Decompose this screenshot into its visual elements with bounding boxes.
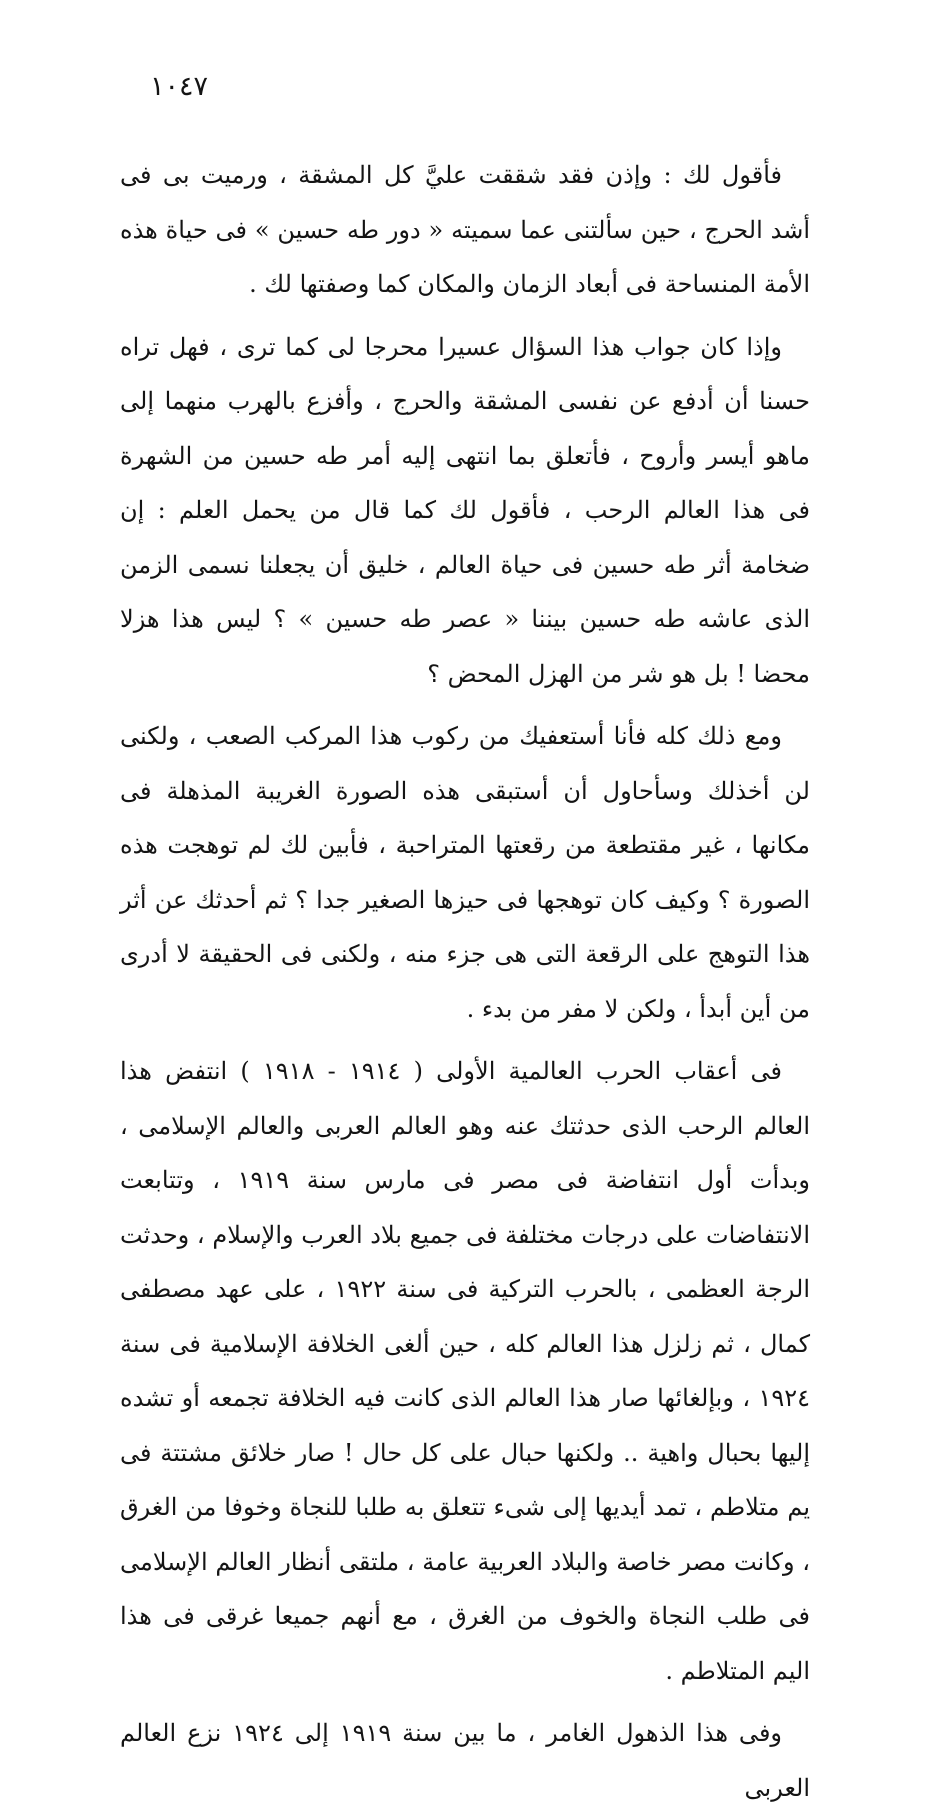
paragraph-1: فأقول لك : وإذن فقد شققت عليَّ كل المشقة ، ورميت بى فى أشد الحرج ، حين سألتنى عما سميته « دور طه حسين » فى حياة هذه الأمة المنساحة فى أبعاد الزمان والمكان كما وصفتها لك . (120, 161, 810, 298)
paragraph-4: فى أعقاب الحرب العالمية الأولى ( ١٩١٤ - ١٩١٨ ) انتفض هذا العالم الرحب الذى حدثتك عنه وهو العالم العربى والعالم الإسلامى ، وبدأت أول انتفاضة فى مصر فى مارس سنة ١٩١٩ ، وتتابعت الانتفاضات على درجات مختلفة فى جميع بلاد العرب والإسلام ، وحدثت الرجة العظمى ، بالحرب التركية فى سنة ١٩٢٢ ، على عهد مصطفى كمال ، ثم زلزل هذا العالم كله ، حين ألغى الخلافة الإسلامية فى سنة ١٩٢٤ ، وبإلغائها صار هذا العالم الذى كانت فيه الخلافة تجمعه أو تشده إليها بحبال واهية .. ولكنها حبال على كل حال ! صار خلائق مشتتة فى يم متلاطم ، تمد أيديها إلى شىء تتعلق به طلبا للنجاة وخوفا من الغرق ، وكانت مصر خاصة والبلاد العربية عامة ، ملتقى أنظار العالم الإسلامى فى طلب النجاة والخوف من الغرق ، مع أنهم جميعا غرقى فى هذا اليم المتلاطم . (120, 1057, 811, 1685)
paragraph-2: وإذا كان جواب هذا السؤال عسيرا محرجا لى كما ترى ، فهل تراه حسنا أن أدفع عن نفسى المشقة والحرج ، وأفزع بالهرب منهما إلى ماهو أيسر وأروح ، فأتعلق بما انتهى إليه أمر طه حسين من الشهرة فى هذا العالم الرحب ، فأقول لك كما قال من يحمل العلم : إن ضخامة أثر طه حسين فى حياة العالم ، خليق أن يجعلنا نسمى الزمن الذى عاشه طه حسين بيننا « عصر طه حسين » ؟ ليس هذا هزلا محضا ! بل هو شر من الهزل المحض ؟ (120, 332, 810, 688)
paragraph-3: ومع ذلك كله فأنا أستعفيك من ركوب هذا المركب الصعب ، ولكنى لن أخذلك وسأحاول أن أستبقى هذه الصورة الغريبة المذهلة فى مكانها ، غير مقتطعة من رقعتها المتراحبة ، فأبين لك لم توهجت هذه الصورة ؟ وكيف كان توهجها فى حيزها الصغير جدا ؟ ثم أحدثك عن أثر هذا التوهج على الرقعة التى هى جزء منه ، ولكنى فى الحقيقة لا أدرى من أين أبدأ ، ولكن لا مفر من بدء . (120, 722, 810, 1023)
body-text (120, 148, 810, 1815)
paragraph-5: وفى هذا الذهول الغامر ، ما بين سنة ١٩١٩ إلى ١٩٢٤ نزع العالم العربى (120, 1719, 810, 1802)
page-number: ١٠٤٧ (150, 71, 209, 102)
